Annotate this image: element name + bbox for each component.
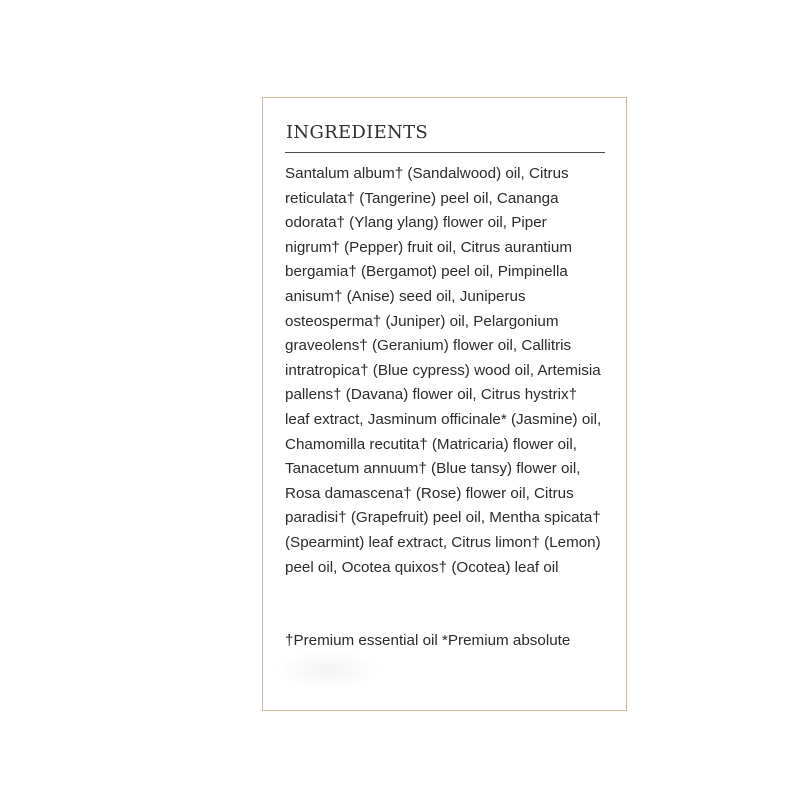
ingredients-list-text: Santalum album† (Sandalwood) oil, Citrus reticulata† (Tangerine) peel oil, Cananga odorata† (Ylang ylang) flower oil, Piper nigrum† (Pepper) fruit oil, Citrus aurantium bergamia† (Bergamot) peel oil, Pimpinella anisum† (Anise) seed oil, Juniperus osteosperma† (Juniper) oil, Pelargonium graveolens† (Geranium) flower oil, Callitris intratropica† (Blue cypress) wood oil, Artemisia pallens† (Davana) flower oil, Citrus hystrix† leaf extract, Jasminum officinale* (Jasmine) oil, Chamomilla recutita† (Matricaria) flower oil, Tanacetum annuum† (Blue tansy) flower oil, Rosa damascena† (Rose) flower oil, Citrus paradisi† (Grapefruit) peel oil, Mentha spicata† (Spearmint) leaf extract, Citrus limon† (Lemon) peel oil, Ocotea quixos† (Ocotea) leaf oil — [285, 165, 602, 576]
heading-divider — [285, 152, 605, 153]
background-smudge — [273, 650, 383, 690]
ingredients-card — [262, 97, 627, 711]
ingredients-footnote: †Premium essential oil *Premium absolute — [285, 632, 571, 649]
ingredients-heading: INGREDIENTS — [286, 122, 429, 143]
